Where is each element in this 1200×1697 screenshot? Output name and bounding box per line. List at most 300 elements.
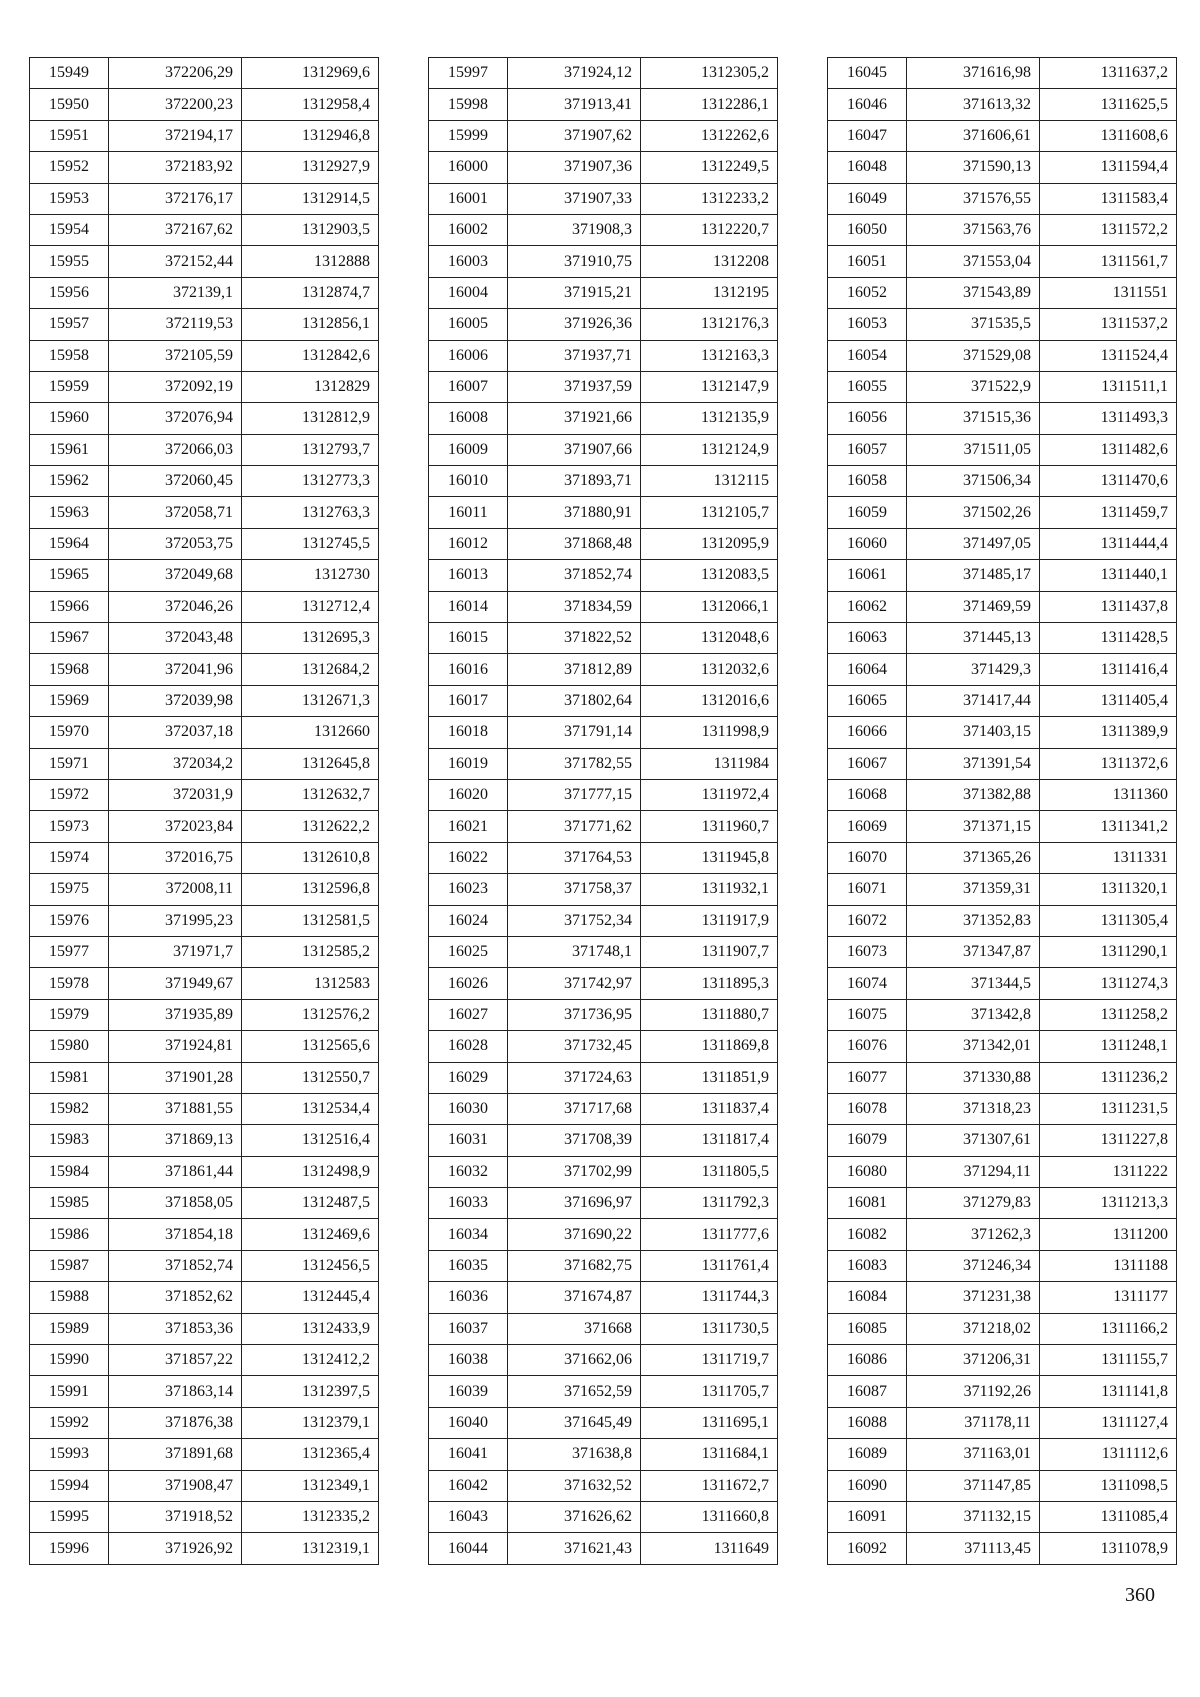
y-coordinate-cell: 1311637,2 (1040, 58, 1177, 89)
x-coordinate-cell: 371403,15 (907, 717, 1040, 748)
table-row (828, 309, 1177, 340)
y-coordinate-cell: 1311777,6 (641, 1219, 778, 1250)
x-coordinate-cell: 371344,5 (907, 968, 1040, 999)
x-coordinate-cell: 371590,13 (907, 152, 1040, 183)
x-coordinate-cell: 371391,54 (907, 748, 1040, 779)
point-number-cell: 16077 (828, 1062, 907, 1093)
x-coordinate-cell: 372041,96 (109, 654, 242, 685)
x-coordinate-cell: 371777,15 (508, 779, 641, 810)
point-number-cell: 15951 (30, 120, 109, 151)
table-row (30, 58, 379, 89)
x-coordinate-cell: 371638,8 (508, 1439, 641, 1470)
x-coordinate-cell: 371907,33 (508, 183, 641, 214)
table-row (828, 905, 1177, 936)
x-coordinate-cell: 371834,59 (508, 591, 641, 622)
y-coordinate-cell: 1311389,9 (1040, 717, 1177, 748)
x-coordinate-cell: 371696,97 (508, 1188, 641, 1219)
table-row (30, 528, 379, 559)
table-row (828, 183, 1177, 214)
y-coordinate-cell: 1311098,5 (1040, 1470, 1177, 1501)
point-number-cell: 16037 (429, 1313, 508, 1344)
table-row (30, 623, 379, 654)
x-coordinate-cell: 371178,11 (907, 1407, 1040, 1438)
point-number-cell: 16021 (429, 811, 508, 842)
point-number-cell: 16010 (429, 466, 508, 497)
table-row (828, 1345, 1177, 1376)
x-coordinate-cell: 371506,34 (907, 466, 1040, 497)
y-coordinate-cell: 1312550,7 (242, 1062, 379, 1093)
point-number-cell: 16001 (429, 183, 508, 214)
point-number-cell: 15953 (30, 183, 109, 214)
point-number-cell: 15978 (30, 968, 109, 999)
y-coordinate-cell: 1312379,1 (242, 1407, 379, 1438)
x-coordinate-cell: 371563,76 (907, 214, 1040, 245)
x-coordinate-cell: 372008,11 (109, 874, 242, 905)
table-row (429, 466, 778, 497)
point-number-cell: 15981 (30, 1062, 109, 1093)
table-row (828, 1250, 1177, 1281)
point-number-cell: 16044 (429, 1533, 508, 1564)
table-row (828, 1439, 1177, 1470)
table-row (30, 466, 379, 497)
x-coordinate-cell: 371868,48 (508, 528, 641, 559)
table-row (30, 842, 379, 873)
x-coordinate-cell: 371907,66 (508, 434, 641, 465)
table-row (30, 1093, 379, 1124)
x-coordinate-cell: 371782,55 (508, 748, 641, 779)
x-coordinate-cell: 371682,75 (508, 1250, 641, 1281)
coordinate-table-right (827, 57, 1177, 1565)
y-coordinate-cell: 1312456,5 (242, 1250, 379, 1281)
y-coordinate-cell: 1311416,4 (1040, 654, 1177, 685)
x-coordinate-cell: 371881,55 (109, 1093, 242, 1124)
point-number-cell: 15982 (30, 1093, 109, 1124)
y-coordinate-cell: 1311895,3 (641, 968, 778, 999)
x-coordinate-cell: 371497,05 (907, 528, 1040, 559)
point-number-cell: 15973 (30, 811, 109, 842)
point-number-cell: 15985 (30, 1188, 109, 1219)
y-coordinate-cell: 1312914,5 (242, 183, 379, 214)
point-number-cell: 15969 (30, 685, 109, 716)
x-coordinate-cell: 371690,22 (508, 1219, 641, 1250)
table-row (429, 968, 778, 999)
y-coordinate-cell: 1311730,5 (641, 1313, 778, 1344)
y-coordinate-cell: 1311572,2 (1040, 214, 1177, 245)
table-row (828, 999, 1177, 1030)
point-number-cell: 15996 (30, 1533, 109, 1564)
point-number-cell: 15992 (30, 1407, 109, 1438)
point-number-cell: 16068 (828, 779, 907, 810)
table-row (828, 1376, 1177, 1407)
point-number-cell: 15958 (30, 340, 109, 371)
x-coordinate-cell: 372037,18 (109, 717, 242, 748)
x-coordinate-cell: 371192,26 (907, 1376, 1040, 1407)
y-coordinate-cell: 1311649 (641, 1533, 778, 1564)
point-number-cell: 16056 (828, 403, 907, 434)
table-row (429, 842, 778, 873)
table-row (828, 748, 1177, 779)
table-row (828, 1470, 1177, 1501)
x-coordinate-cell: 371318,23 (907, 1093, 1040, 1124)
table-row (828, 246, 1177, 277)
y-coordinate-cell: 1311705,7 (641, 1376, 778, 1407)
y-coordinate-cell: 1312695,3 (242, 623, 379, 654)
point-number-cell: 15960 (30, 403, 109, 434)
x-coordinate-cell: 371880,91 (508, 497, 641, 528)
point-number-cell: 15966 (30, 591, 109, 622)
table-row (30, 1062, 379, 1093)
x-coordinate-cell: 371522,9 (907, 371, 1040, 402)
y-coordinate-cell: 1311405,4 (1040, 685, 1177, 716)
y-coordinate-cell: 1312016,6 (641, 685, 778, 716)
y-coordinate-cell: 1312286,1 (641, 89, 778, 120)
x-coordinate-cell: 372034,2 (109, 748, 242, 779)
point-number-cell: 16063 (828, 623, 907, 654)
point-number-cell: 16085 (828, 1313, 907, 1344)
table-row (429, 1031, 778, 1062)
y-coordinate-cell: 1312365,4 (242, 1439, 379, 1470)
table-row (828, 874, 1177, 905)
y-coordinate-cell: 1311719,7 (641, 1345, 778, 1376)
x-coordinate-cell: 371822,52 (508, 623, 641, 654)
table-row (30, 1439, 379, 1470)
table-row (429, 497, 778, 528)
point-number-cell: 15971 (30, 748, 109, 779)
x-coordinate-cell: 372105,59 (109, 340, 242, 371)
y-coordinate-cell: 1312903,5 (242, 214, 379, 245)
x-coordinate-cell: 371924,12 (508, 58, 641, 89)
y-coordinate-cell: 1312412,2 (242, 1345, 379, 1376)
y-coordinate-cell: 1312208 (641, 246, 778, 277)
x-coordinate-cell: 372152,44 (109, 246, 242, 277)
table-row (429, 152, 778, 183)
x-coordinate-cell: 372049,68 (109, 560, 242, 591)
y-coordinate-cell: 1312163,3 (641, 340, 778, 371)
y-coordinate-cell: 1311493,3 (1040, 403, 1177, 434)
table-row (30, 748, 379, 779)
y-coordinate-cell: 1311684,1 (641, 1439, 778, 1470)
point-number-cell: 15993 (30, 1439, 109, 1470)
point-number-cell: 15986 (30, 1219, 109, 1250)
point-number-cell: 15961 (30, 434, 109, 465)
x-coordinate-cell: 371342,8 (907, 999, 1040, 1030)
x-coordinate-cell: 371606,61 (907, 120, 1040, 151)
x-coordinate-cell: 372060,45 (109, 466, 242, 497)
table-row (828, 1282, 1177, 1313)
y-coordinate-cell: 1311537,2 (1040, 309, 1177, 340)
point-number-cell: 16053 (828, 309, 907, 340)
x-coordinate-cell: 371576,55 (907, 183, 1040, 214)
point-number-cell: 16059 (828, 497, 907, 528)
y-coordinate-cell: 1311880,7 (641, 999, 778, 1030)
table-row (828, 58, 1177, 89)
point-number-cell: 15983 (30, 1125, 109, 1156)
point-number-cell: 16073 (828, 936, 907, 967)
table-row (30, 1407, 379, 1438)
point-number-cell: 16054 (828, 340, 907, 371)
table-row (30, 1156, 379, 1187)
table-row (30, 1125, 379, 1156)
point-number-cell: 16027 (429, 999, 508, 1030)
y-coordinate-cell: 1312105,7 (641, 497, 778, 528)
y-coordinate-cell: 1311320,1 (1040, 874, 1177, 905)
point-number-cell: 16051 (828, 246, 907, 277)
x-coordinate-cell: 371907,36 (508, 152, 641, 183)
x-coordinate-cell: 371206,31 (907, 1345, 1040, 1376)
point-number-cell: 16013 (429, 560, 508, 591)
table-row (30, 905, 379, 936)
y-coordinate-cell: 1311440,1 (1040, 560, 1177, 591)
y-coordinate-cell: 1312498,9 (242, 1156, 379, 1187)
x-coordinate-cell: 371616,98 (907, 58, 1040, 89)
x-coordinate-cell: 371652,59 (508, 1376, 641, 1407)
point-number-cell: 16058 (828, 466, 907, 497)
x-coordinate-cell: 372031,9 (109, 779, 242, 810)
table-row (429, 779, 778, 810)
point-number-cell: 16062 (828, 591, 907, 622)
x-coordinate-cell: 371758,37 (508, 874, 641, 905)
y-coordinate-cell: 1311305,4 (1040, 905, 1177, 936)
table-row (429, 246, 778, 277)
point-number-cell: 16079 (828, 1125, 907, 1156)
point-number-cell: 16028 (429, 1031, 508, 1062)
y-coordinate-cell: 1311166,2 (1040, 1313, 1177, 1344)
x-coordinate-cell: 371861,44 (109, 1156, 242, 1187)
x-coordinate-cell: 371543,89 (907, 277, 1040, 308)
x-coordinate-cell: 371764,53 (508, 842, 641, 873)
point-number-cell: 16089 (828, 1439, 907, 1470)
table-row (828, 120, 1177, 151)
table-row (30, 1188, 379, 1219)
x-coordinate-cell: 372206,29 (109, 58, 242, 89)
y-coordinate-cell: 1312487,5 (242, 1188, 379, 1219)
x-coordinate-cell: 371294,11 (907, 1156, 1040, 1187)
y-coordinate-cell: 1312066,1 (641, 591, 778, 622)
x-coordinate-cell: 371529,08 (907, 340, 1040, 371)
point-number-cell: 16067 (828, 748, 907, 779)
point-number-cell: 16057 (828, 434, 907, 465)
coordinate-table-left (29, 57, 379, 1565)
y-coordinate-cell: 1312730 (242, 560, 379, 591)
x-coordinate-cell: 371674,87 (508, 1282, 641, 1313)
x-coordinate-cell: 371852,62 (109, 1282, 242, 1313)
y-coordinate-cell: 1312596,8 (242, 874, 379, 905)
table-row (828, 434, 1177, 465)
table-row (429, 214, 778, 245)
y-coordinate-cell: 1312534,4 (242, 1093, 379, 1124)
table-row (429, 528, 778, 559)
table-row (429, 748, 778, 779)
table-row (30, 1501, 379, 1532)
y-coordinate-cell: 1311817,4 (641, 1125, 778, 1156)
x-coordinate-cell: 371702,99 (508, 1156, 641, 1187)
point-number-cell: 16031 (429, 1125, 508, 1156)
y-coordinate-cell: 1311459,7 (1040, 497, 1177, 528)
point-number-cell: 16025 (429, 936, 508, 967)
table-row (30, 434, 379, 465)
y-coordinate-cell: 1311155,7 (1040, 1345, 1177, 1376)
x-coordinate-cell: 371802,64 (508, 685, 641, 716)
table-row (429, 1470, 778, 1501)
point-number-cell: 16014 (429, 591, 508, 622)
table-row (30, 1313, 379, 1344)
point-number-cell: 16012 (429, 528, 508, 559)
y-coordinate-cell: 1311761,4 (641, 1250, 778, 1281)
y-coordinate-cell: 1311482,6 (1040, 434, 1177, 465)
table-row (30, 591, 379, 622)
x-coordinate-cell: 371921,66 (508, 403, 641, 434)
y-coordinate-cell: 1311341,2 (1040, 811, 1177, 842)
x-coordinate-cell: 371857,22 (109, 1345, 242, 1376)
point-number-cell: 16071 (828, 874, 907, 905)
x-coordinate-cell: 372119,53 (109, 309, 242, 340)
y-coordinate-cell: 1312610,8 (242, 842, 379, 873)
x-coordinate-cell: 371668 (508, 1313, 641, 1344)
y-coordinate-cell: 1311792,3 (641, 1188, 778, 1219)
x-coordinate-cell: 371231,38 (907, 1282, 1040, 1313)
y-coordinate-cell: 1312048,6 (641, 623, 778, 654)
x-coordinate-cell: 371995,23 (109, 905, 242, 936)
table-row (828, 1501, 1177, 1532)
x-coordinate-cell: 372194,17 (109, 120, 242, 151)
x-coordinate-cell: 371515,36 (907, 403, 1040, 434)
point-number-cell: 15956 (30, 277, 109, 308)
x-coordinate-cell: 371511,05 (907, 434, 1040, 465)
y-coordinate-cell: 1312874,7 (242, 277, 379, 308)
x-coordinate-cell: 371907,62 (508, 120, 641, 151)
y-coordinate-cell: 1311672,7 (641, 1470, 778, 1501)
y-coordinate-cell: 1312684,2 (242, 654, 379, 685)
x-coordinate-cell: 371147,85 (907, 1470, 1040, 1501)
table-row (828, 1219, 1177, 1250)
point-number-cell: 16075 (828, 999, 907, 1030)
point-number-cell: 16039 (429, 1376, 508, 1407)
point-number-cell: 16090 (828, 1470, 907, 1501)
point-number-cell: 15994 (30, 1470, 109, 1501)
point-number-cell: 16041 (429, 1439, 508, 1470)
table-row (828, 403, 1177, 434)
table-row (429, 623, 778, 654)
table-row (429, 1125, 778, 1156)
point-number-cell: 15997 (429, 58, 508, 89)
table-row (429, 1439, 778, 1470)
y-coordinate-cell: 1312233,2 (641, 183, 778, 214)
x-coordinate-cell: 371748,1 (508, 936, 641, 967)
point-number-cell: 16069 (828, 811, 907, 842)
x-coordinate-cell: 371485,17 (907, 560, 1040, 591)
x-coordinate-cell: 371342,01 (907, 1031, 1040, 1062)
table-row (30, 936, 379, 967)
x-coordinate-cell: 371502,26 (907, 497, 1040, 528)
table-row (429, 89, 778, 120)
point-number-cell: 15988 (30, 1282, 109, 1313)
y-coordinate-cell: 1312712,4 (242, 591, 379, 622)
table-row (429, 1156, 778, 1187)
y-coordinate-cell: 1311085,4 (1040, 1501, 1177, 1532)
point-number-cell: 16072 (828, 905, 907, 936)
table-row (429, 654, 778, 685)
table-row (828, 936, 1177, 967)
y-coordinate-cell: 1311945,8 (641, 842, 778, 873)
x-coordinate-cell: 371279,83 (907, 1188, 1040, 1219)
table-row (429, 1219, 778, 1250)
x-coordinate-cell: 371445,13 (907, 623, 1040, 654)
table-row (828, 528, 1177, 559)
x-coordinate-cell: 372053,75 (109, 528, 242, 559)
x-coordinate-cell: 371937,71 (508, 340, 641, 371)
point-number-cell: 16005 (429, 309, 508, 340)
x-coordinate-cell: 371535,5 (907, 309, 1040, 340)
y-coordinate-cell: 1311917,9 (641, 905, 778, 936)
table-row (30, 1031, 379, 1062)
y-coordinate-cell: 1311177 (1040, 1282, 1177, 1313)
table-row (30, 1250, 379, 1281)
table-row (828, 1031, 1177, 1062)
x-coordinate-cell: 371371,15 (907, 811, 1040, 842)
y-coordinate-cell: 1312516,4 (242, 1125, 379, 1156)
point-number-cell: 16002 (429, 214, 508, 245)
y-coordinate-cell: 1312095,9 (641, 528, 778, 559)
x-coordinate-cell: 371246,34 (907, 1250, 1040, 1281)
table-row (30, 685, 379, 716)
y-coordinate-cell: 1312829 (242, 371, 379, 402)
point-number-cell: 16076 (828, 1031, 907, 1062)
x-coordinate-cell: 372176,17 (109, 183, 242, 214)
x-coordinate-cell: 371812,89 (508, 654, 641, 685)
x-coordinate-cell: 371908,47 (109, 1470, 242, 1501)
table-row (828, 277, 1177, 308)
x-coordinate-cell: 371347,87 (907, 936, 1040, 967)
table-row (30, 1533, 379, 1564)
table-row (429, 371, 778, 402)
table-row (429, 999, 778, 1030)
x-coordinate-cell: 371382,88 (907, 779, 1040, 810)
point-number-cell: 16043 (429, 1501, 508, 1532)
table-row (429, 905, 778, 936)
y-coordinate-cell: 1312335,2 (242, 1501, 379, 1532)
y-coordinate-cell: 1312349,1 (242, 1470, 379, 1501)
y-coordinate-cell: 1311805,5 (641, 1156, 778, 1187)
point-number-cell: 15950 (30, 89, 109, 120)
table-row (828, 779, 1177, 810)
y-coordinate-cell: 1312147,9 (641, 371, 778, 402)
y-coordinate-cell: 1311248,1 (1040, 1031, 1177, 1062)
y-coordinate-cell: 1311660,8 (641, 1501, 778, 1532)
y-coordinate-cell: 1312124,9 (641, 434, 778, 465)
y-coordinate-cell: 1312969,6 (242, 58, 379, 89)
y-coordinate-cell: 1311625,5 (1040, 89, 1177, 120)
x-coordinate-cell: 371918,52 (109, 1501, 242, 1532)
point-number-cell: 15967 (30, 623, 109, 654)
y-coordinate-cell: 1312176,3 (641, 309, 778, 340)
table-row (828, 340, 1177, 371)
table-row (828, 591, 1177, 622)
y-coordinate-cell: 1312856,1 (242, 309, 379, 340)
table-row (429, 340, 778, 371)
point-number-cell: 16049 (828, 183, 907, 214)
point-number-cell: 15954 (30, 214, 109, 245)
table-row (828, 1533, 1177, 1564)
y-coordinate-cell: 1312812,9 (242, 403, 379, 434)
table-row (30, 779, 379, 810)
point-number-cell: 16070 (828, 842, 907, 873)
y-coordinate-cell: 1312773,3 (242, 466, 379, 497)
y-coordinate-cell: 1311984 (641, 748, 778, 779)
table-row (828, 560, 1177, 591)
point-number-cell: 15962 (30, 466, 109, 497)
y-coordinate-cell: 1311837,4 (641, 1093, 778, 1124)
y-coordinate-cell: 1312115 (641, 466, 778, 497)
